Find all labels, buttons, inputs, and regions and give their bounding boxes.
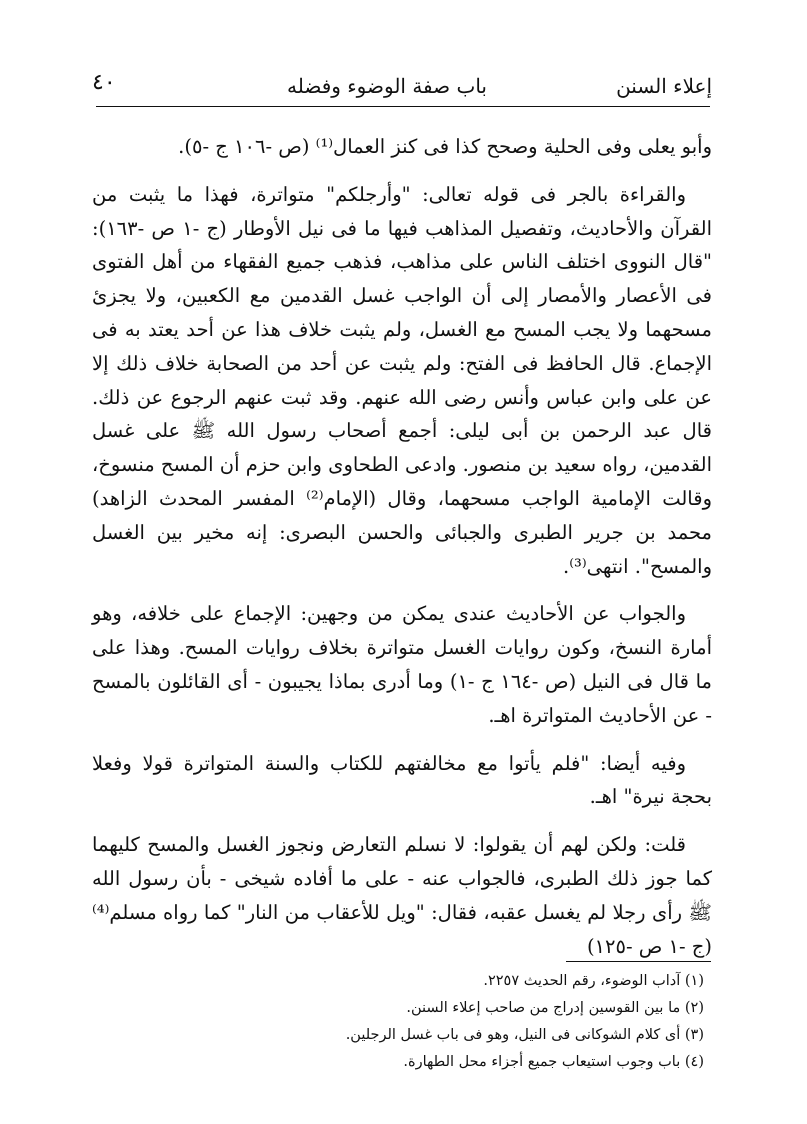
page-number: ٤٠	[92, 70, 116, 95]
footnote: (٢) ما بين القوسين إدراج من صاحب إعلاء السنن.	[406, 1000, 704, 1016]
footnotes	[92, 968, 704, 1076]
book-title: إعلاء السنن	[616, 74, 712, 98]
paragraph: قلت: ولكن لهم أن يقولوا: لا نسلم التعارض ونجوز الغسل والمسح كليهما كما جوز ذلك الطبرى، فالجواب عنه - على ما أفاده شيخى - بأن رسول الله ﷺ رأى رجلا لم يغسل عقبه، فقال: "ويل للأعقاب من النار" كما رواه مسلم⁽⁴⁾ (ج -١ ص -١٢٥)	[92, 833, 712, 958]
footnote: (٣) أى كلام الشوكانى فى النيل، وهو فى باب غسل الرجلين.	[345, 1027, 704, 1043]
paragraph: والجواب عن الأحاديث عندى يمكن من وجهين: الإجماع على خلافه، وهو أمارة النسخ، وكون روايات الغسل متواترة بخلاف روايات المسح. وهذا على ما قال فى النيل (ص -١٦٤ ج -١) وما أدرى بماذا يجيبون - أى القائلون بالمسح - عن الأحاديث المتواترة اهـ.	[92, 602, 712, 727]
page-header	[92, 70, 712, 104]
main-text	[92, 130, 712, 977]
paragraph: والقراءة بالجر فى قوله تعالى: "وأرجلكم" متواترة، فهذا ما يثبت من القرآن والأحاديث، وتفصيل المذاهب فيها ما فى نيل الأوطار (ج -١ ص -١٦٣): "قال النووى اختلف الناس على مذاهب، فذهب جميع الفقهاء من أهل الفتوى فى الأعصار والأمصار إلى أن الواجب غسل القدمين مع الكعبين، ولا يجزئ مسحهما ولا يجب المسح مع الغسل، ولم يثبت خلاف هذا عن أحد يعتد به فى الإجماع. قال الحافظ فى الفتح: ولم يثبت عن أحد من الصحابة خلاف ذلك إلا عن على وابن عباس وأنس رضى الله عنهم. وقد ثبت عنهم الرجوع عن ذلك. قال عبد الرحمن بن أبى ليلى: أجمع أصحاب رسول الله ﷺ على غسل القدمين، رواه سعيد بن منصور. وادعى الطحاوى وابن حزم أن المسح منسوخ، وقالت الإمامية الواجب مسحهما، وقال (الإمام⁽²⁾ المفسر المحدث الزاهد) محمد بن جرير الطبرى والجبائى والحسن البصرى: إنه مخير بين الغسل والمسح". انتهى⁽³⁾.	[92, 182, 712, 578]
footnote: (٤) باب وجوب استيعاب جميع أجزاء محل الطهارة.	[403, 1054, 704, 1070]
footnote-rule	[566, 961, 711, 962]
header-rule	[96, 106, 710, 107]
paragraph: وفيه أيضا: "فلم يأتوا مع مخالفتهم للكتاب والسنة المتواترة قولا وفعلا بحجة نيرة" اهـ.	[92, 751, 712, 809]
footnote: (١) آداب الوضوء، رقم الحديث ٢٢٥٧.	[483, 973, 704, 989]
chapter-title: باب صفة الوضوء وفضله	[287, 74, 487, 98]
paragraph: وأبو يعلى وفى الحلية وصحح كذا فى كنز العمال⁽¹⁾ (ص -١٠٦ ج -٥).	[178, 135, 712, 158]
